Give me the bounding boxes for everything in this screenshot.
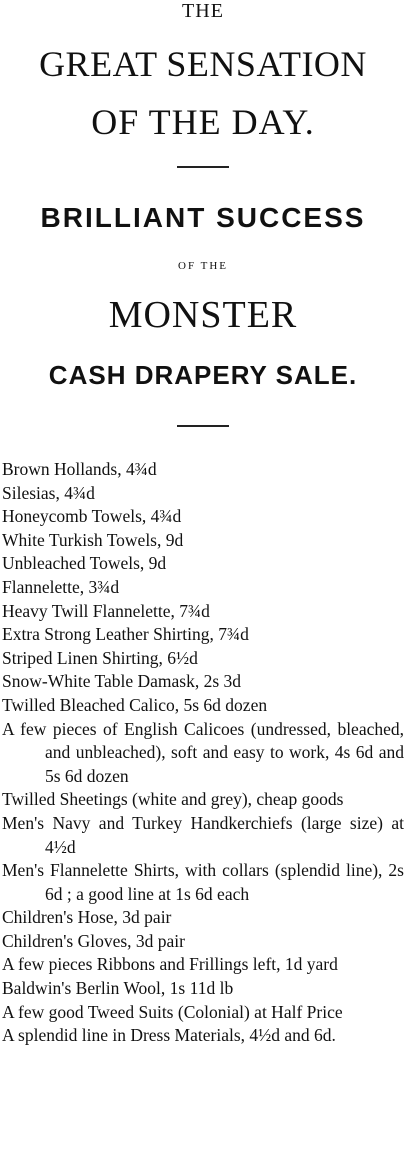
list-item: Snow-White Table Damask, 2s 3d [2, 671, 242, 692]
heading-the: THE [182, 0, 224, 22]
list-item: White Turkish Towels, 9d [2, 529, 184, 550]
list-item: Heavy Twill Flannelette, 7¾d [2, 600, 210, 621]
heading-of-the-day: OF THE DAY. [91, 102, 315, 142]
divider-rule [177, 425, 229, 427]
list-item: Honeycomb Towels, 4¾d [2, 506, 182, 527]
list-item: Brown Hollands, 4¾d [2, 459, 157, 479]
list-item: Flannelette, 3¾d [2, 576, 120, 597]
list-item: Silesias, 4¾d [2, 482, 95, 503]
list-item: Children's Gloves, 3d pair [2, 930, 185, 951]
list-item: Striped Linen Shirting, 6½d [2, 647, 198, 668]
list-item: A few pieces Ribbons and Frillings left, 1d yard [2, 954, 338, 975]
heading-monster: MONSTER [108, 294, 298, 336]
heading-brilliant-success: BRILLIANT SUCCESS [40, 202, 366, 233]
list-item: Men's Navy and Turkey Handkerchiefs (large size) at 4½d [2, 812, 404, 857]
list-item: Twilled Sheetings (white and grey), cheap goods [2, 789, 344, 810]
list-item: Children's Hose, 3d pair [2, 907, 172, 928]
heading-cash-drapery-sale: CASH DRAPERY SALE. [48, 360, 358, 390]
list-item: Baldwin's Berlin Wool, 1s 11d lb [2, 978, 234, 999]
list-item: Unbleached Towels, 9d [2, 553, 167, 574]
list-item: A splendid line in Dress Materials, 4½d and 6d. [2, 1025, 336, 1046]
list-item: Twilled Bleached Calico, 5s 6d dozen [2, 694, 268, 715]
divider-rule [177, 166, 229, 168]
item-list [2, 458, 404, 1048]
list-item: Extra Strong Leather Shirting, 7¾d [2, 624, 249, 645]
list-item: A few pieces of English Calicoes (undressed, bleached, and unbleached), soft and easy to work, 4s 6d and 5s 6d dozen [2, 718, 404, 786]
list-item: A few good Tweed Suits (Colonial) at Half Price [2, 1001, 343, 1022]
heading-of-the: OF THE [178, 260, 228, 272]
list-item: Men's Flannelette Shirts, with collars (splendid line), 2s 6d ; a good line at 1s 6d each [2, 860, 404, 904]
heading-great-sensation: GREAT SENSATION [39, 44, 367, 84]
